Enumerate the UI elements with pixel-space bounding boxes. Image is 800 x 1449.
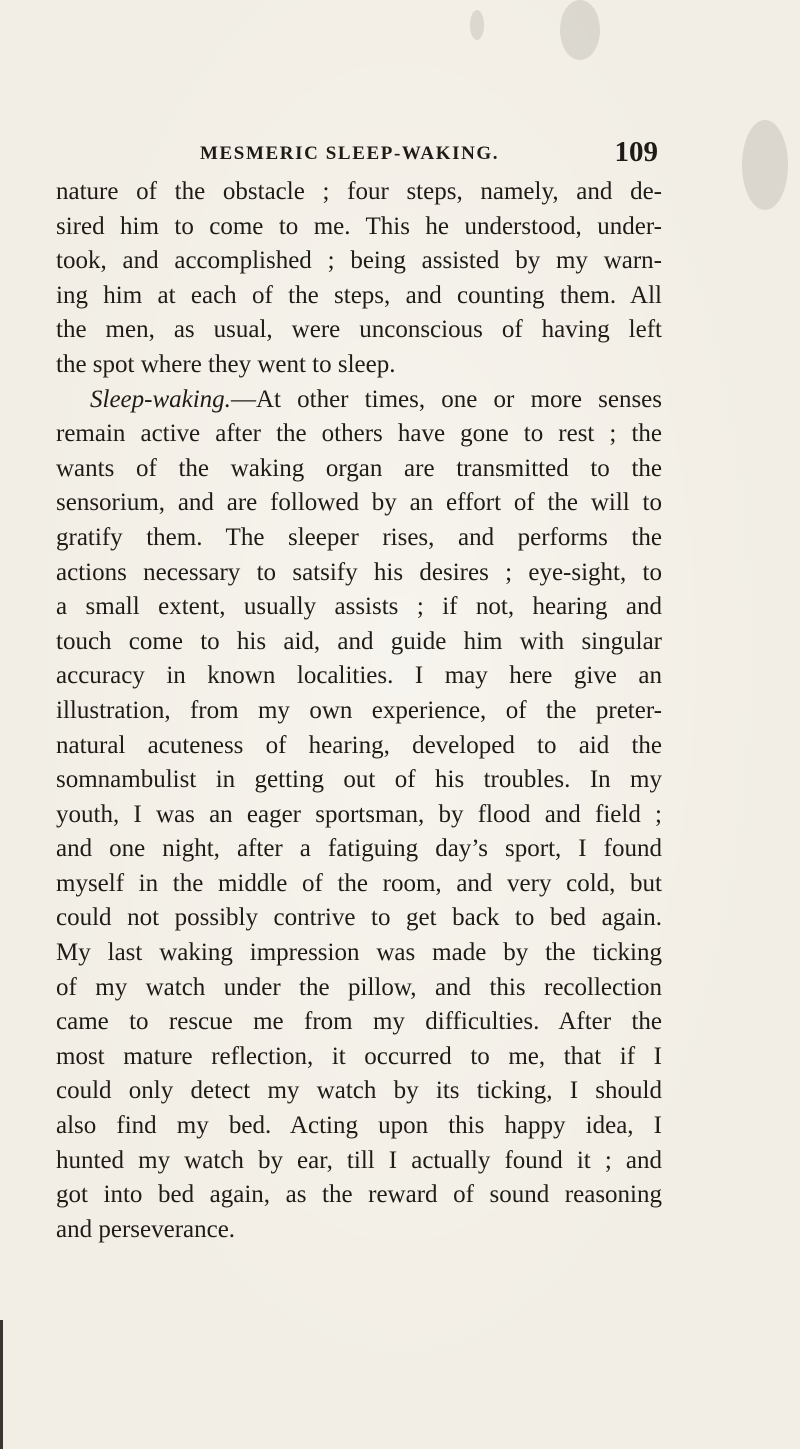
text-line: somnambulist in getting out of his troubles. In my xyxy=(56,766,662,794)
text-line: sired him to come to me. This he understood, under- xyxy=(56,212,662,240)
text-line: touch come to his aid, and guide him with singular xyxy=(56,627,662,655)
text-line: actions necessary to satsify his desires ; eye-sight, to xyxy=(56,558,662,586)
text-line: youth, I was an eager sportsman, by flood and field ; xyxy=(56,800,662,828)
text-line: a small extent, usually assists ; if not, hearing and xyxy=(56,593,662,621)
paper-speck xyxy=(742,120,788,210)
section-first-line-text: —At other times, one or more senses xyxy=(230,385,662,413)
text-line: natural acuteness of hearing, developed to aid the xyxy=(56,731,662,759)
text-line: remain active after the others have gone to rest ; the xyxy=(56,420,662,448)
text-line: of my watch under the pillow, and this recollection xyxy=(56,973,662,1001)
text-line: could only detect my watch by its ticking, I should xyxy=(56,1077,662,1105)
text-line: gratify them. The sleeper rises, and performs the xyxy=(56,523,662,551)
binding-edge-line xyxy=(0,1320,3,1449)
text-line: got into bed again, as the reward of sound reasoning xyxy=(56,1181,662,1209)
text-line: came to rescue me from my difficulties. After the xyxy=(56,1008,662,1036)
page-header xyxy=(200,136,658,176)
text-line: the men, as usual, were unconscious of having left xyxy=(56,316,662,344)
text-line: myself in the middle of the room, and very cold, but xyxy=(56,869,662,897)
text-line: accuracy in known localities. I may here give an xyxy=(56,662,662,690)
section-heading: Sleep-waking. xyxy=(90,385,231,413)
paper-speck xyxy=(560,0,600,60)
text-line: and perseverance. xyxy=(56,1215,236,1243)
text-line: the spot where they went to sleep. xyxy=(56,350,396,378)
text-line: also find my bed. Acting upon this happy idea, I xyxy=(56,1112,662,1140)
page-number: 109 xyxy=(614,136,658,168)
text-line: ing him at each of the steps, and counting them. All xyxy=(56,281,662,309)
body-text xyxy=(56,175,662,1247)
section-first-line xyxy=(56,383,662,418)
text-line: took, and accomplished ; being assisted by my warn- xyxy=(56,247,662,275)
text-line: could not possibly contrive to get back to bed again. xyxy=(56,904,662,932)
text-line: wants of the waking organ are transmitted to the xyxy=(56,454,662,482)
paper-speck xyxy=(470,10,484,40)
text-line: and one night, after a fatiguing day’s sport, I found xyxy=(56,835,662,863)
text-line: nature of the obstacle ; four steps, namely, and de- xyxy=(56,178,662,205)
text-line: illustration, from my own experience, of the preter- xyxy=(56,696,662,724)
running-head: MESMERIC SLEEP-WAKING. xyxy=(200,143,500,164)
text-line: most mature reflection, it occurred to me, that if I xyxy=(56,1042,662,1070)
text-line: My last waking impression was made by the ticking xyxy=(56,939,662,967)
text-line: sensorium, and are followed by an effort of the will to xyxy=(56,489,662,517)
text-line: hunted my watch by ear, till I actually found it ; and xyxy=(56,1146,662,1174)
